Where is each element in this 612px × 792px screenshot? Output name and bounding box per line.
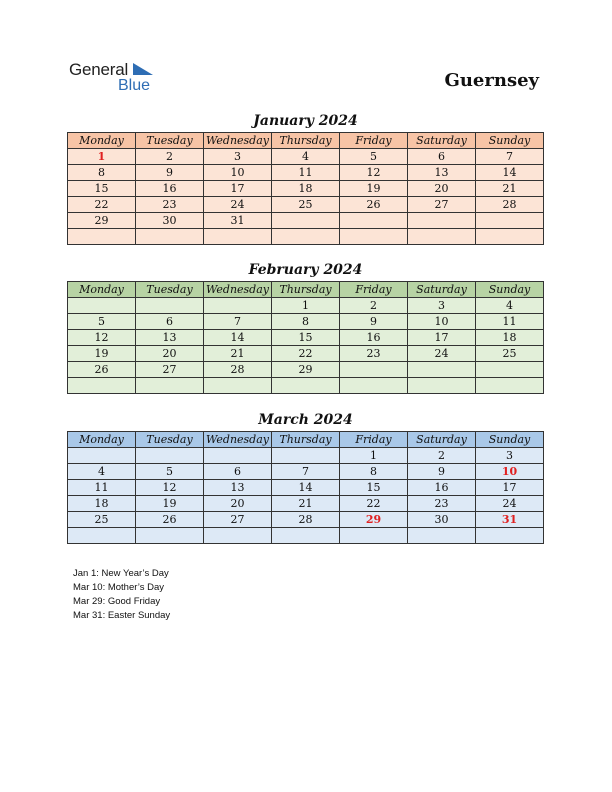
- day-cell: [408, 378, 476, 394]
- weekday-header: Tuesday: [136, 133, 204, 149]
- day-cell: [340, 229, 408, 245]
- day-cell: [204, 229, 272, 245]
- weekday-header: Saturday: [408, 282, 476, 298]
- day-cell: [272, 528, 340, 544]
- week-row: [68, 181, 544, 197]
- day-cell: [136, 229, 204, 245]
- day-cell: [136, 378, 204, 394]
- day-cell: 6: [408, 149, 476, 165]
- day-cell: 4: [476, 298, 544, 314]
- day-cell: 28: [272, 512, 340, 528]
- day-cell: 10: [408, 314, 476, 330]
- week-row: [68, 197, 544, 213]
- day-cell: 11: [272, 165, 340, 181]
- holiday-day-cell: 10: [476, 464, 544, 480]
- calendar-table: [67, 281, 544, 394]
- day-cell: 23: [136, 197, 204, 213]
- day-cell: 17: [476, 480, 544, 496]
- day-cell: [68, 448, 136, 464]
- day-cell: 6: [136, 314, 204, 330]
- day-cell: [476, 378, 544, 394]
- day-cell: 26: [68, 362, 136, 378]
- day-cell: 14: [272, 480, 340, 496]
- day-cell: 16: [136, 181, 204, 197]
- day-cell: 20: [136, 346, 204, 362]
- day-cell: 25: [68, 512, 136, 528]
- day-cell: [408, 528, 476, 544]
- weekday-header: Sunday: [476, 282, 544, 298]
- month-title: February 2024: [248, 262, 363, 278]
- week-row: [68, 448, 544, 464]
- day-cell: 13: [136, 330, 204, 346]
- day-cell: 16: [340, 330, 408, 346]
- day-cell: 18: [476, 330, 544, 346]
- day-cell: 5: [136, 464, 204, 480]
- day-cell: [272, 448, 340, 464]
- day-cell: [340, 362, 408, 378]
- weekday-header: Saturday: [408, 133, 476, 149]
- day-cell: 19: [340, 181, 408, 197]
- country-title: Guernsey: [444, 70, 539, 91]
- day-cell: [204, 298, 272, 314]
- day-cell: 3: [408, 298, 476, 314]
- holiday-day-cell: 29: [340, 512, 408, 528]
- weekday-header: Friday: [340, 432, 408, 448]
- day-cell: 28: [204, 362, 272, 378]
- weekday-header: Sunday: [476, 432, 544, 448]
- day-cell: 13: [204, 480, 272, 496]
- month-january: [67, 112, 544, 245]
- month-march: [67, 411, 544, 544]
- day-cell: 12: [340, 165, 408, 181]
- calendar-table: [67, 431, 544, 544]
- day-cell: 6: [204, 464, 272, 480]
- weekday-header: Monday: [68, 133, 136, 149]
- weekday-header: Friday: [340, 282, 408, 298]
- week-row: [68, 213, 544, 229]
- day-cell: 2: [408, 448, 476, 464]
- day-cell: 11: [68, 480, 136, 496]
- day-cell: 30: [136, 213, 204, 229]
- day-cell: 15: [340, 480, 408, 496]
- day-cell: 25: [272, 197, 340, 213]
- day-cell: 21: [476, 181, 544, 197]
- week-row: [68, 165, 544, 181]
- day-cell: [340, 528, 408, 544]
- day-cell: 21: [272, 496, 340, 512]
- week-row: [68, 480, 544, 496]
- day-cell: 7: [204, 314, 272, 330]
- day-cell: [68, 229, 136, 245]
- day-cell: 17: [204, 181, 272, 197]
- day-cell: 11: [476, 314, 544, 330]
- weekday-header: Thursday: [272, 133, 340, 149]
- weekday-header: Monday: [68, 432, 136, 448]
- day-cell: 2: [136, 149, 204, 165]
- day-cell: 20: [204, 496, 272, 512]
- day-cell: 19: [68, 346, 136, 362]
- week-row: [68, 330, 544, 346]
- weekday-header: Sunday: [476, 133, 544, 149]
- day-cell: 29: [68, 213, 136, 229]
- week-row: [68, 362, 544, 378]
- day-cell: 15: [68, 181, 136, 197]
- day-cell: [408, 362, 476, 378]
- day-cell: 1: [272, 298, 340, 314]
- day-cell: 8: [68, 165, 136, 181]
- weekday-header-row: [68, 133, 544, 149]
- day-cell: 5: [68, 314, 136, 330]
- weekday-header: Tuesday: [136, 282, 204, 298]
- day-cell: [68, 528, 136, 544]
- day-cell: [476, 362, 544, 378]
- weekday-header: Thursday: [272, 432, 340, 448]
- day-cell: [476, 528, 544, 544]
- day-cell: 24: [204, 197, 272, 213]
- day-cell: 16: [408, 480, 476, 496]
- day-cell: [408, 229, 476, 245]
- day-cell: 31: [204, 213, 272, 229]
- day-cell: 8: [272, 314, 340, 330]
- day-cell: 21: [204, 346, 272, 362]
- weekday-header: Wednesday: [204, 432, 272, 448]
- day-cell: 3: [476, 448, 544, 464]
- day-cell: 2: [340, 298, 408, 314]
- day-cell: 7: [476, 149, 544, 165]
- day-cell: 18: [68, 496, 136, 512]
- holiday-note: Mar 29: Good Friday: [73, 596, 161, 607]
- day-cell: 9: [340, 314, 408, 330]
- day-cell: [272, 213, 340, 229]
- weekday-header: Monday: [68, 282, 136, 298]
- month-title: March 2024: [258, 412, 353, 428]
- week-row: [68, 464, 544, 480]
- holiday-day-cell: 31: [476, 512, 544, 528]
- weekday-header: Thursday: [272, 282, 340, 298]
- weekday-header: Wednesday: [204, 133, 272, 149]
- holiday-day-cell: 1: [68, 149, 136, 165]
- day-cell: 15: [272, 330, 340, 346]
- day-cell: 26: [136, 512, 204, 528]
- day-cell: 23: [340, 346, 408, 362]
- day-cell: 17: [408, 330, 476, 346]
- day-cell: 18: [272, 181, 340, 197]
- day-cell: 22: [68, 197, 136, 213]
- day-cell: 23: [408, 496, 476, 512]
- day-cell: 4: [68, 464, 136, 480]
- day-cell: 12: [68, 330, 136, 346]
- day-cell: 8: [340, 464, 408, 480]
- day-cell: 9: [136, 165, 204, 181]
- day-cell: [68, 378, 136, 394]
- logo-text-general: General: [69, 60, 129, 79]
- day-cell: 19: [136, 496, 204, 512]
- day-cell: 10: [204, 165, 272, 181]
- holiday-note: Mar 31: Easter Sunday: [73, 610, 171, 621]
- day-cell: 30: [408, 512, 476, 528]
- week-row: [68, 512, 544, 528]
- day-cell: [340, 378, 408, 394]
- holiday-notes: [73, 567, 170, 623]
- week-row: [68, 149, 544, 165]
- week-row: [68, 346, 544, 362]
- logo-text-blue: Blue: [118, 77, 151, 94]
- day-cell: 7: [272, 464, 340, 480]
- day-cell: 25: [476, 346, 544, 362]
- day-cell: 1: [340, 448, 408, 464]
- holiday-note: Jan 1: New Year’s Day: [73, 568, 169, 579]
- day-cell: 28: [476, 197, 544, 213]
- weekday-header: Wednesday: [204, 282, 272, 298]
- day-cell: 9: [408, 464, 476, 480]
- weekday-header-row: [68, 282, 544, 298]
- day-cell: [204, 448, 272, 464]
- day-cell: [340, 213, 408, 229]
- day-cell: 20: [408, 181, 476, 197]
- day-cell: 27: [408, 197, 476, 213]
- day-cell: 27: [204, 512, 272, 528]
- day-cell: 24: [408, 346, 476, 362]
- week-row: [68, 314, 544, 330]
- day-cell: 14: [204, 330, 272, 346]
- day-cell: 4: [272, 149, 340, 165]
- day-cell: [68, 298, 136, 314]
- day-cell: 3: [204, 149, 272, 165]
- day-cell: 24: [476, 496, 544, 512]
- week-row: [68, 378, 544, 394]
- week-row: [68, 229, 544, 245]
- day-cell: [136, 298, 204, 314]
- week-row: [68, 298, 544, 314]
- weekday-header: Friday: [340, 133, 408, 149]
- day-cell: [204, 378, 272, 394]
- day-cell: 5: [340, 149, 408, 165]
- day-cell: 22: [272, 346, 340, 362]
- day-cell: [136, 528, 204, 544]
- day-cell: 14: [476, 165, 544, 181]
- day-cell: [476, 229, 544, 245]
- month-title: January 2024: [253, 113, 358, 129]
- day-cell: [272, 229, 340, 245]
- day-cell: [476, 213, 544, 229]
- day-cell: 12: [136, 480, 204, 496]
- day-cell: 22: [340, 496, 408, 512]
- weekday-header: Saturday: [408, 432, 476, 448]
- brand-logo: [69, 60, 169, 96]
- day-cell: 13: [408, 165, 476, 181]
- weekday-header-row: [68, 432, 544, 448]
- week-row: [68, 496, 544, 512]
- day-cell: 27: [136, 362, 204, 378]
- month-february: [67, 261, 544, 394]
- week-row: [68, 528, 544, 544]
- day-cell: 29: [272, 362, 340, 378]
- day-cell: 26: [340, 197, 408, 213]
- holiday-note: Mar 10: Mother’s Day: [73, 582, 164, 593]
- calendar-table: [67, 132, 544, 245]
- day-cell: [272, 378, 340, 394]
- logo-flag-icon: [133, 63, 153, 77]
- day-cell: [136, 448, 204, 464]
- day-cell: [408, 213, 476, 229]
- weekday-header: Tuesday: [136, 432, 204, 448]
- day-cell: [204, 528, 272, 544]
